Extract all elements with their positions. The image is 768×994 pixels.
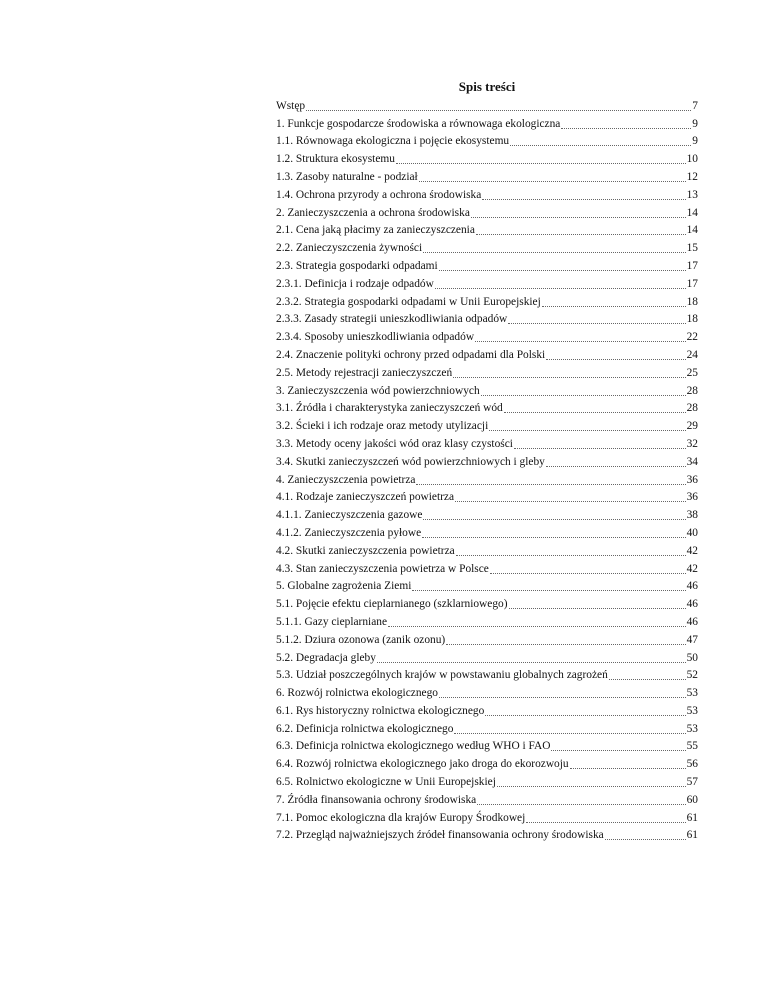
toc-entry-page-number: 57	[686, 776, 698, 789]
toc-entry-page-number: 53	[686, 722, 698, 735]
dot-leader	[482, 198, 685, 200]
toc-entry	[276, 185, 698, 203]
toc-entry-label: 4.1.1. Zanieczyszczenia gazowe	[276, 509, 423, 522]
toc-entry-label: 2.3.4. Sposoby unieszkodliwiania odpadów	[276, 331, 475, 344]
toc-entry	[276, 790, 698, 808]
toc-entry-page-number: 42	[686, 562, 698, 575]
dot-leader	[396, 162, 686, 164]
dot-leader	[605, 838, 686, 840]
dot-leader	[497, 785, 686, 787]
dot-leader	[423, 518, 685, 520]
toc-entry	[276, 470, 698, 488]
toc-entry-label: 2.1. Cena jaką płacimy za zanieczyszczenia	[276, 224, 475, 237]
dot-leader	[514, 447, 686, 449]
toc-entry-label: 4.3. Stan zanieczyszczenia powietrza w Polsce	[276, 562, 489, 575]
dot-leader	[453, 376, 685, 378]
toc-entry	[276, 149, 698, 167]
toc-entry-page-number: 7	[692, 99, 698, 112]
dot-leader	[471, 216, 686, 218]
toc-list	[276, 96, 698, 843]
toc-entry	[276, 221, 698, 239]
toc-entry	[276, 292, 698, 310]
dot-leader	[546, 358, 685, 360]
toc-entry-label: 5.1. Pojęcie efektu cieplarnianego (szklarniowego)	[276, 598, 508, 611]
toc-entry-label: 6.3. Definicja rolnictwa ekologicznego według WHO i FAO	[276, 740, 551, 753]
dot-leader	[439, 269, 686, 271]
toc-entry	[276, 452, 698, 470]
toc-entry-page-number: 10	[686, 153, 698, 166]
toc-entry	[276, 754, 698, 772]
toc-entry-label: 4.2. Skutki zanieczyszczenia powietrza	[276, 544, 455, 557]
toc-entry-label: 6.5. Rolnictwo ekologiczne w Unii Europejskiej	[276, 776, 496, 789]
dot-leader	[526, 821, 685, 823]
toc-entry-label: 1.2. Struktura ekosystemu	[276, 153, 395, 166]
toc-entry-label: 6.1. Rys historyczny rolnictwa ekologicznego	[276, 704, 485, 717]
dot-leader	[485, 714, 685, 716]
toc-entry-label: 1.3. Zasoby naturalne - podział	[276, 170, 418, 183]
toc-entry-page-number: 14	[686, 224, 698, 237]
toc-entry-label: 3.2. Ścieki i ich rodzaje oraz metody utylizacji	[276, 420, 489, 433]
toc-entry-label: 4.1.2. Zanieczyszczenia pyłowe	[276, 526, 422, 539]
toc-entry-label: 2.4. Znaczenie polityki ochrony przed odpadami dla Polski	[276, 348, 546, 361]
toc-entry-page-number: 18	[686, 295, 698, 308]
dot-leader	[476, 233, 686, 235]
toc-entry	[276, 559, 698, 577]
toc-entry-label: 1.4. Ochrona przyrody a ochrona środowiska	[276, 188, 482, 201]
dot-leader	[490, 572, 686, 574]
toc-entry	[276, 523, 698, 541]
toc-entry	[276, 238, 698, 256]
toc-entry-page-number: 61	[686, 829, 698, 842]
toc-entry-label: 5.1.2. Dziura ozonowa (zanik ozonu)	[276, 633, 446, 646]
dot-leader	[489, 429, 685, 431]
toc-entry	[276, 310, 698, 328]
toc-entry-label: 6. Rozwój rolnictwa ekologicznego	[276, 687, 438, 700]
toc-entry-page-number: 46	[686, 598, 698, 611]
toc-entry-page-number: 15	[686, 242, 698, 255]
toc-entry-page-number: 38	[686, 509, 698, 522]
toc-entry-label: 4.1. Rodzaje zanieczyszczeń powietrza	[276, 491, 455, 504]
toc-entry-page-number: 53	[686, 687, 698, 700]
toc-entry-page-number: 29	[686, 420, 698, 433]
toc-entry-page-number: 12	[686, 170, 698, 183]
toc-entry-page-number: 13	[686, 188, 698, 201]
toc-entry	[276, 808, 698, 826]
toc-entry	[276, 612, 698, 630]
toc-entry	[276, 274, 698, 292]
dot-leader	[510, 144, 691, 146]
toc-entry-page-number: 9	[692, 117, 698, 130]
dot-leader	[570, 767, 686, 769]
toc-entry	[276, 132, 698, 150]
toc-entry-label: 3.4. Skutki zanieczyszczeń wód powierzchniowych i gleby	[276, 455, 545, 468]
dot-leader	[423, 251, 686, 253]
toc-entry-label: 7.2. Przegląd najważniejszych źródeł finansowania ochrony środowiska	[276, 829, 604, 842]
toc-entry-page-number: 17	[686, 277, 698, 290]
toc-entry	[276, 399, 698, 417]
dot-leader	[561, 127, 691, 129]
toc-entry	[276, 719, 698, 737]
toc-entry	[276, 772, 698, 790]
toc-entry	[276, 648, 698, 666]
toc-entry-page-number: 53	[686, 704, 698, 717]
dot-leader	[412, 589, 685, 591]
toc-entry-page-number: 22	[686, 331, 698, 344]
toc-entry-label: Wstęp	[276, 99, 306, 112]
toc-entry-label: 5.3. Udział poszczególnych krajów w powstawaniu globalnych zagrożeń	[276, 669, 608, 682]
toc-entry-page-number: 9	[692, 135, 698, 148]
toc-entry	[276, 256, 698, 274]
toc-entry-label: 4. Zanieczyszczenia powietrza	[276, 473, 416, 486]
dot-leader	[546, 465, 686, 467]
toc-entry-page-number: 28	[686, 384, 698, 397]
table-of-contents	[276, 78, 698, 843]
dot-leader	[446, 643, 685, 645]
toc-entry-page-number: 17	[686, 259, 698, 272]
toc-entry-page-number: 60	[686, 793, 698, 806]
dot-leader	[306, 109, 691, 111]
toc-entry	[276, 96, 698, 114]
toc-entry-label: 2.5. Metody rejestracji zanieczyszczeń	[276, 366, 453, 379]
toc-entry	[276, 167, 698, 185]
dot-leader	[477, 803, 685, 805]
toc-entry-label: 2.3. Strategia gospodarki odpadami	[276, 259, 438, 272]
toc-entry-page-number: 55	[686, 740, 698, 753]
toc-entry-label: 7. Źródła finansowania ochrony środowiska	[276, 793, 477, 806]
toc-entry-label: 1. Funkcje gospodarcze środowiska a równowaga ekologiczna	[276, 117, 561, 130]
dot-leader	[416, 483, 685, 485]
dot-leader	[504, 411, 686, 413]
dot-leader	[455, 500, 686, 502]
toc-entry-label: 2. Zanieczyszczenia a ochrona środowiska	[276, 206, 470, 219]
dot-leader	[377, 661, 686, 663]
toc-entry	[276, 434, 698, 452]
toc-entry-page-number: 56	[686, 758, 698, 771]
toc-entry-page-number: 34	[686, 455, 698, 468]
dot-leader	[422, 536, 685, 538]
toc-entry	[276, 701, 698, 719]
dot-leader	[508, 322, 685, 324]
dot-leader	[609, 678, 686, 680]
toc-entry-label: 2.2. Zanieczyszczenia żywności	[276, 242, 423, 255]
toc-entry	[276, 488, 698, 506]
dot-leader	[419, 180, 686, 182]
toc-entry-label: 2.3.2. Strategia gospodarki odpadami w Unii Europejskiej	[276, 295, 541, 308]
toc-entry-page-number: 52	[686, 669, 698, 682]
page-title: Spis treści	[458, 79, 516, 94]
toc-entry-page-number: 50	[686, 651, 698, 664]
dot-leader	[454, 732, 685, 734]
dot-leader	[475, 340, 686, 342]
toc-entry-label: 7.1. Pomoc ekologiczna dla krajów Europy Środkowej	[276, 811, 526, 824]
toc-entry	[276, 327, 698, 345]
toc-entry-label: 1.1. Równowaga ekologiczna i pojęcie ekosystemu	[276, 135, 510, 148]
toc-entry-page-number: 46	[686, 615, 698, 628]
toc-entry-page-number: 40	[686, 526, 698, 539]
dot-leader	[551, 749, 685, 751]
toc-entry-page-number: 18	[686, 313, 698, 326]
toc-entry	[276, 381, 698, 399]
toc-entry-page-number: 32	[686, 437, 698, 450]
toc-entry	[276, 594, 698, 612]
dot-leader	[439, 696, 686, 698]
toc-entry	[276, 363, 698, 381]
toc-entry-label: 5.2. Degradacja gleby	[276, 651, 376, 664]
dot-leader	[481, 394, 686, 396]
toc-entry-label: 6.4. Rozwój rolnictwa ekologicznego jako droga do ekorozwoju	[276, 758, 569, 771]
toc-entry-page-number: 25	[686, 366, 698, 379]
toc-entry	[276, 737, 698, 755]
toc-entry-label: 3.3. Metody oceny jakości wód oraz klasy czystości	[276, 437, 513, 450]
toc-entry-label: 3. Zanieczyszczenia wód powierzchniowych	[276, 384, 480, 397]
toc-entry	[276, 114, 698, 132]
toc-entry-page-number: 46	[686, 580, 698, 593]
toc-entry-label: 5.1.1. Gazy cieplarniane	[276, 615, 388, 628]
toc-entry-label: 6.2. Definicja rolnictwa ekologicznego	[276, 722, 454, 735]
toc-entry	[276, 666, 698, 684]
toc-entry	[276, 826, 698, 844]
toc-entry-label: 2.3.1. Definicja i rodzaje odpadów	[276, 277, 434, 290]
toc-entry	[276, 630, 698, 648]
toc-entry-label: 3.1. Źródła i charakterystyka zanieczyszczeń wód	[276, 402, 503, 415]
toc-entry-page-number: 61	[686, 811, 698, 824]
toc-entry-page-number: 47	[686, 633, 698, 646]
toc-entry-label: 5. Globalne zagrożenia Ziemi	[276, 580, 412, 593]
toc-entry-label: 2.3.3. Zasady strategii unieszkodliwiania odpadów	[276, 313, 508, 326]
dot-leader	[456, 554, 686, 556]
toc-entry	[276, 683, 698, 701]
toc-entry-page-number: 14	[686, 206, 698, 219]
toc-entry	[276, 416, 698, 434]
dot-leader	[509, 607, 686, 609]
toc-entry-page-number: 42	[686, 544, 698, 557]
toc-entry	[276, 541, 698, 559]
toc-entry	[276, 577, 698, 595]
dot-leader	[388, 625, 686, 627]
dot-leader	[435, 287, 686, 289]
toc-entry-page-number: 24	[686, 348, 698, 361]
dot-leader	[542, 305, 686, 307]
toc-entry	[276, 345, 698, 363]
toc-entry	[276, 505, 698, 523]
toc-entry-page-number: 36	[686, 473, 698, 486]
toc-entry	[276, 203, 698, 221]
toc-entry-page-number: 28	[686, 402, 698, 415]
toc-entry-page-number: 36	[686, 491, 698, 504]
